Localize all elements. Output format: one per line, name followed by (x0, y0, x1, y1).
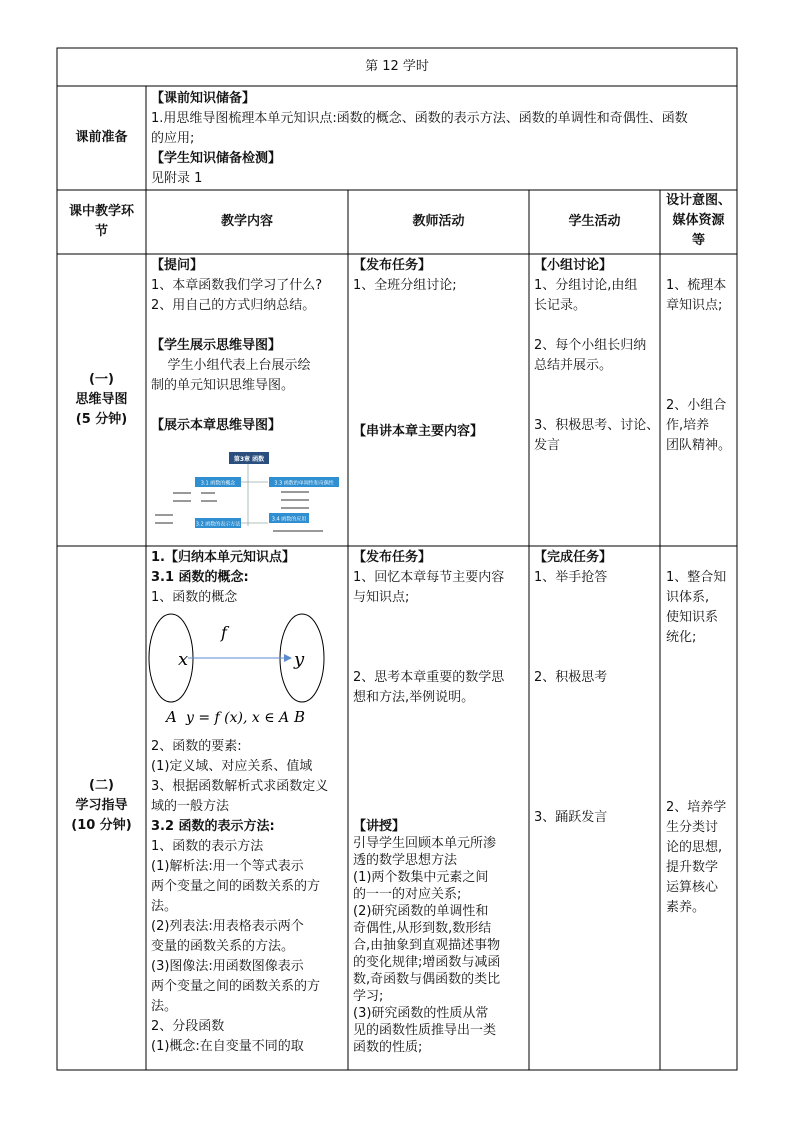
content-line: 3、根据函数解析式求函数定义 (151, 779, 329, 794)
header-design (660, 191, 737, 251)
content-line: 3.1 函数的概念: (151, 570, 249, 585)
teacher-line: 合,由抽象到直观描述事物 (353, 938, 501, 953)
header-student: 学生活动 (568, 214, 621, 229)
stage-line: (二) (89, 778, 114, 793)
teacher-line: 1、全班分组讨论; (353, 278, 457, 293)
mindmap-node-label: 3.2 函数的表示方法 (195, 521, 241, 528)
mindmap-root-label: 第3章 函数 (233, 456, 265, 463)
design-line: 运算核心 (666, 880, 719, 895)
content-line: (3)图像法:用函数图像表示 (151, 959, 304, 974)
content-line: 两个变量之间的函数关系的方 (151, 979, 321, 994)
function-mapping-diagram (146, 610, 348, 732)
teacher-line: (3)研究函数的性质从常 (353, 1006, 489, 1021)
set-b-label: B (294, 708, 306, 726)
row2-teacher-bottom (353, 818, 527, 1056)
teacher-line: 【讲授】 (353, 819, 406, 834)
content-line: 法。 (151, 999, 178, 1014)
row1-teacher (353, 256, 527, 296)
pre-line: 的应用; (151, 131, 195, 146)
content-line: 变量的函数关系的方法。 (151, 939, 295, 954)
row2-stage (57, 776, 146, 836)
student-line: 发言 (534, 438, 561, 453)
design-line: 1、整合知 (666, 570, 727, 585)
content-line: 【展示本章思维导图】 (151, 418, 282, 433)
content-line: 学生小组代表上台展示绘 (151, 358, 311, 373)
design-line: 论的思想, (666, 840, 723, 855)
spacer (534, 588, 658, 668)
student-line: 总结并展示。 (534, 358, 613, 373)
pre-class-content (151, 89, 688, 189)
content-line: (1)概念:在自变量不同的取 (151, 1039, 304, 1054)
spacer (666, 316, 736, 396)
content-line: 法。 (151, 899, 178, 914)
teacher-line: (1)两个数集中元素之间 (353, 870, 489, 885)
design-line: 2、培养学 (666, 800, 727, 815)
function-f-label: f (221, 623, 227, 642)
design-line: 团队精神。 (666, 438, 732, 453)
design-line: 使知识系 (666, 610, 719, 625)
content-line: 1、函数的表示方法 (151, 839, 264, 854)
content-line: 两个变量之间的函数关系的方 (151, 879, 321, 894)
teacher-line: 见的函数性质推导出一类 (353, 1023, 497, 1038)
content-line: 1.【归纳本单元知识点】 (151, 550, 295, 565)
row1-design (666, 276, 736, 456)
student-line: 【小组讨论】 (534, 258, 613, 273)
student-line: 1、举手抢答 (534, 570, 608, 585)
stage-line: 学习指导 (75, 798, 128, 813)
row2-content-bottom (151, 737, 346, 1057)
content-line: 1、函数的概念 (151, 590, 238, 605)
student-line: 长记录。 (534, 298, 587, 313)
spacer (534, 316, 658, 336)
row1-content (151, 256, 346, 436)
teacher-line: 【发布任务】 (353, 258, 432, 273)
teacher-line: 透的数学思想方法 (353, 853, 458, 868)
header-stage-line: 节 (94, 224, 108, 239)
design-line: 素养。 (666, 900, 706, 915)
row2-student (534, 548, 658, 828)
content-line: (1)解析法:用一个等式表示 (151, 859, 304, 874)
student-line: 2、每个小组长归纳 (534, 338, 647, 353)
variable-y-label: y (294, 649, 305, 670)
teacher-line: 的一一的对应关系; (353, 887, 462, 902)
mindmap-node-label: 3.1 函数的概念 (200, 480, 236, 487)
row1-student (534, 256, 658, 456)
student-line: 1、分组讨论,由组 (534, 278, 638, 293)
pre-line: 【学生知识储备检测】 (151, 151, 282, 166)
student-line: 2、积极思考 (534, 670, 608, 685)
content-line: 2、分段函数 (151, 1019, 225, 1034)
content-line: 2、函数的要素: (151, 739, 242, 754)
content-line: 制的单元知识思维导图。 (151, 378, 295, 393)
teacher-line: 想和方法,举例说明。 (353, 690, 475, 705)
teacher-line: (2)研究函数的单调性和 (353, 904, 489, 919)
mindmap-node-label: 3.4 函数的应用 (271, 516, 307, 523)
spacer (151, 396, 346, 416)
row2-teacher-top (353, 548, 527, 708)
content-line: 1、本章函数我们学习了什么? (151, 278, 323, 293)
teacher-line: 的变化规律;增函数与减函 (353, 955, 501, 970)
row1-stage (57, 370, 146, 430)
header-teacher: 教师活动 (412, 214, 465, 229)
content-line: (1)定义域、对应关系、值域 (151, 759, 313, 774)
student-line: 【完成任务】 (534, 550, 613, 565)
teacher-line: 引导学生回顾本单元所渗 (353, 836, 497, 851)
row1-teacher-summary: 【串讲本章主要内容】 (353, 424, 484, 439)
design-line: 1、梳理本 (666, 278, 727, 293)
row2-design-top (666, 568, 736, 648)
pre-line: 见附录 1 (151, 171, 203, 186)
header-design-line: 等 (691, 233, 705, 248)
row2-content-top (151, 548, 346, 608)
spacer (534, 688, 658, 808)
mindmap-node-label: 3.3 函数的单调性和奇偶性 (274, 480, 334, 487)
stage-line: (5 分钟) (75, 412, 128, 427)
design-line: 章知识点; (666, 298, 723, 313)
header-content: 教学内容 (220, 214, 273, 229)
design-line: 统化; (666, 630, 697, 645)
teacher-line: 奇偶性,从形到数,数形结 (353, 921, 492, 936)
header-design-line: 媒体资源 (672, 213, 725, 228)
spacer (353, 608, 527, 668)
design-line: 识体系, (666, 590, 710, 605)
header-stage-line: 课中教学环 (68, 204, 134, 219)
teacher-line: 学习; (353, 989, 384, 1004)
header-design-line: 设计意图、 (665, 193, 731, 208)
row2-design-bottom (666, 798, 736, 918)
design-line: 作,培养 (666, 418, 710, 433)
pre-line: 1.用思维导图梳理本单元知识点:函数的概念、函数的表示方法、函数的单调性和奇偶性、函数 (151, 111, 688, 126)
content-line: (2)列表法:用表格表示两个 (151, 919, 304, 934)
set-a-label: A (166, 708, 177, 726)
stage-line: (10 分钟) (71, 818, 132, 833)
spacer (534, 376, 658, 416)
pre-line: 【课前知识储备】 (151, 91, 256, 106)
mindmap-image (151, 446, 346, 542)
content-line: 【学生展示思维导图】 (151, 338, 282, 353)
design-line: 生分类讨 (666, 820, 719, 835)
pre-class-label: 课前准备 (75, 130, 128, 145)
content-line: 2、用自己的方式归纳总结。 (151, 298, 316, 313)
teacher-line: 1、回忆本章每节主要内容 (353, 570, 505, 585)
teacher-line: 与知识点; (353, 590, 410, 605)
content-line: 域的一般方法 (151, 799, 230, 814)
teacher-line: 2、思考本章重要的数学思 (353, 670, 505, 685)
function-formula: y = f (x), x ∈ A (186, 710, 290, 726)
spacer (151, 316, 346, 336)
content-line: 【提问】 (151, 258, 204, 273)
design-line: 提升数学 (666, 860, 719, 875)
student-line: 3、积极思考、讨论、 (534, 418, 660, 433)
header-stage (57, 202, 146, 242)
design-line: 2、小组合 (666, 398, 727, 413)
stage-line: 思维导图 (75, 392, 128, 407)
teacher-line: 数,奇函数与偶函数的类比 (353, 972, 501, 987)
page-title: 第 12 学时 (365, 59, 429, 74)
teacher-line: 函数的性质; (353, 1040, 423, 1055)
content-line: 3.2 函数的表示方法: (151, 819, 275, 834)
variable-x-label: x (178, 649, 189, 670)
student-line: 3、踊跃发言 (534, 810, 608, 825)
teacher-line: 【发布任务】 (353, 550, 432, 565)
stage-line: (一) (89, 372, 114, 387)
